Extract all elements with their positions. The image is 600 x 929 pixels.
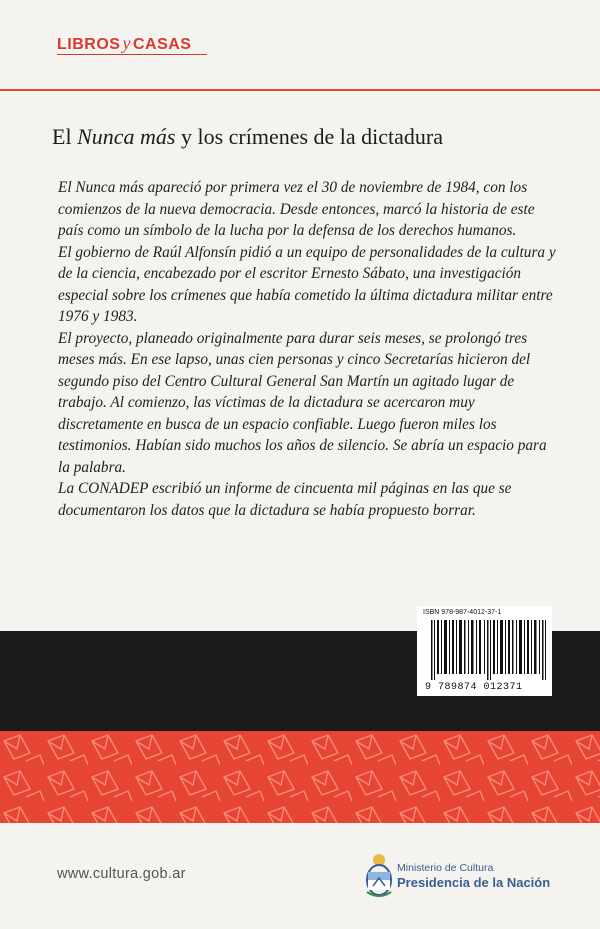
ministry-name: Ministerio de Cultura — [397, 862, 494, 874]
barcode-bars — [431, 620, 551, 680]
logo-y: y — [122, 33, 131, 53]
coat-of-arms-icon — [364, 852, 394, 900]
publisher-logo — [57, 33, 191, 54]
logo-casas: CASAS — [132, 36, 192, 53]
logo-libros: LIBROS — [57, 36, 121, 53]
paragraph-2: El gobierno de Raúl Alfonsín pidió a un equipo de personalidades de la cultura y de la ciencia, encabezado por el escritor Ernesto Sábato, una investigación especial sobre los crímenes que había cometido la última dictadura militar entre 1976 y 1983. — [58, 243, 556, 325]
book-title — [52, 124, 572, 150]
ministry-logo — [364, 852, 574, 900]
paragraph-3: El proyecto, planeado originalmente para durar seis meses, se prolongó tres meses más. En ese lapso, unas cien personas y cinco Secretarías hicieron del segundo piso del Centro Cultural General San Martín un agitado lugar de trabajo. Al comienzo, las víctimas de la dictadura se acercaron muy discretamente en busca de un espacio confiable. Luego fueron miles los testimonios. Habían sido muchos los años de silencio. Se abría un espacio para la palabra. — [58, 329, 547, 476]
isbn-label: ISBN 978-987-4012-37-1 — [423, 609, 502, 616]
paragraph-4: La CONADEP escribió un informe de cincuenta mil páginas en las que se documentaron los datos que la dictadura se había propuesto borrar. — [58, 480, 512, 519]
logo-underline — [57, 54, 207, 55]
back-cover-text — [58, 177, 558, 521]
envelope-pattern — [0, 731, 600, 823]
title-italic: Nunca más — [77, 124, 176, 149]
top-divider — [0, 89, 600, 91]
presidency-name: Presidencia de la Nación — [397, 875, 551, 890]
paragraph-1: El Nunca más apareció por primera vez el 30 de noviembre de 1984, con los comienzos de la nueva democracia. Desde entonces, marcó la historia de este país como un símbolo de la lucha por la defensa de los derechos humanos. — [58, 179, 535, 239]
isbn-barcode — [417, 606, 552, 696]
red-pattern-band — [0, 731, 600, 823]
website-url: www.cultura.gob.ar — [57, 866, 186, 882]
title-part1: El — [52, 124, 78, 149]
barcode-digits: 9 789874 012371 — [425, 682, 523, 693]
title-part2: y los crímenes de la dictadura — [175, 124, 444, 149]
